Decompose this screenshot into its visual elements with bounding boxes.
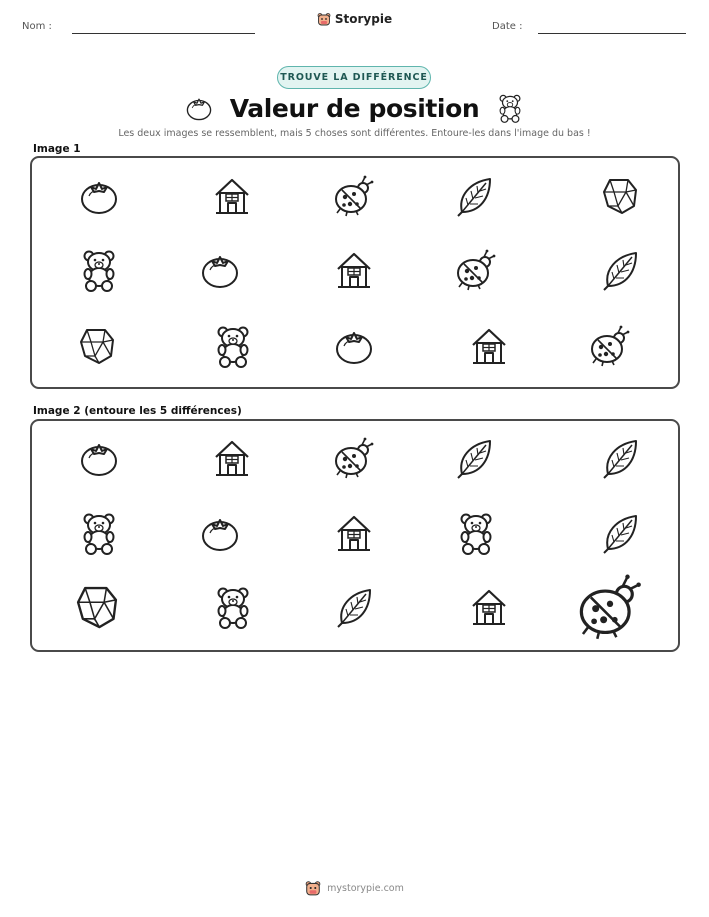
image2-label: Image 2 (entoure les 5 différences)	[33, 405, 242, 417]
storypie-logo-icon	[305, 880, 321, 896]
image2-house-icon[interactable]	[210, 436, 254, 480]
image1-ladybug-icon	[454, 248, 498, 292]
name-field[interactable]	[72, 33, 255, 34]
image1-house-icon	[332, 248, 376, 292]
image1-gem-icon	[598, 174, 642, 218]
image1-teddy-bear-icon	[211, 324, 255, 368]
image1-ladybug-icon	[588, 324, 632, 368]
image2-leaf-icon[interactable]	[598, 436, 642, 480]
brand-name: Storypie	[334, 12, 393, 26]
footer-url: mystorypie.com	[327, 882, 404, 894]
image2-teddy-bear-icon[interactable]	[454, 511, 498, 555]
image2-house-icon[interactable]	[467, 585, 511, 629]
image2-ladybug-icon[interactable]	[575, 572, 645, 642]
category-badge: TROUVE LA DIFFÉRENCE	[277, 66, 431, 89]
image2-gem-icon[interactable]	[71, 581, 123, 633]
image1-house-icon	[467, 324, 511, 368]
image2-house-icon[interactable]	[332, 511, 376, 555]
page-title: Valeur de position	[229, 93, 480, 123]
storypie-logo-icon	[317, 12, 331, 26]
image1-tomato-icon	[198, 248, 242, 292]
brand	[0, 12, 709, 26]
image2-tomato-icon[interactable]	[198, 511, 242, 555]
image1-gem-icon	[75, 324, 119, 368]
image1-ladybug-icon	[332, 174, 376, 218]
image2-tomato-icon[interactable]	[77, 436, 121, 480]
image1-leaf-icon	[598, 248, 642, 292]
image1-tomato-icon	[77, 174, 121, 218]
image2-leaf-icon[interactable]	[332, 585, 376, 629]
tomato-icon	[184, 93, 214, 123]
image1-label: Image 1	[33, 143, 81, 155]
title-row	[0, 89, 709, 127]
image2-leaf-icon[interactable]	[452, 436, 496, 480]
date-field[interactable]	[538, 33, 686, 34]
teddy-bear-icon	[495, 93, 525, 123]
date-label: Date :	[492, 21, 523, 32]
image1-tomato-icon	[332, 324, 376, 368]
footer	[0, 880, 709, 896]
image2-leaf-icon[interactable]	[598, 511, 642, 555]
image1-house-icon	[210, 174, 254, 218]
instructions: Les deux images se ressemblent, mais 5 choses sont différentes. Entoure-les dans l'image du bas !	[118, 128, 591, 139]
image1-teddy-bear-icon	[77, 248, 121, 292]
image1-leaf-icon	[452, 174, 496, 218]
image2-teddy-bear-icon[interactable]	[77, 511, 121, 555]
image2-ladybug-icon[interactable]	[332, 436, 376, 480]
image2-teddy-bear-icon[interactable]	[211, 585, 255, 629]
name-label: Nom :	[22, 21, 52, 32]
